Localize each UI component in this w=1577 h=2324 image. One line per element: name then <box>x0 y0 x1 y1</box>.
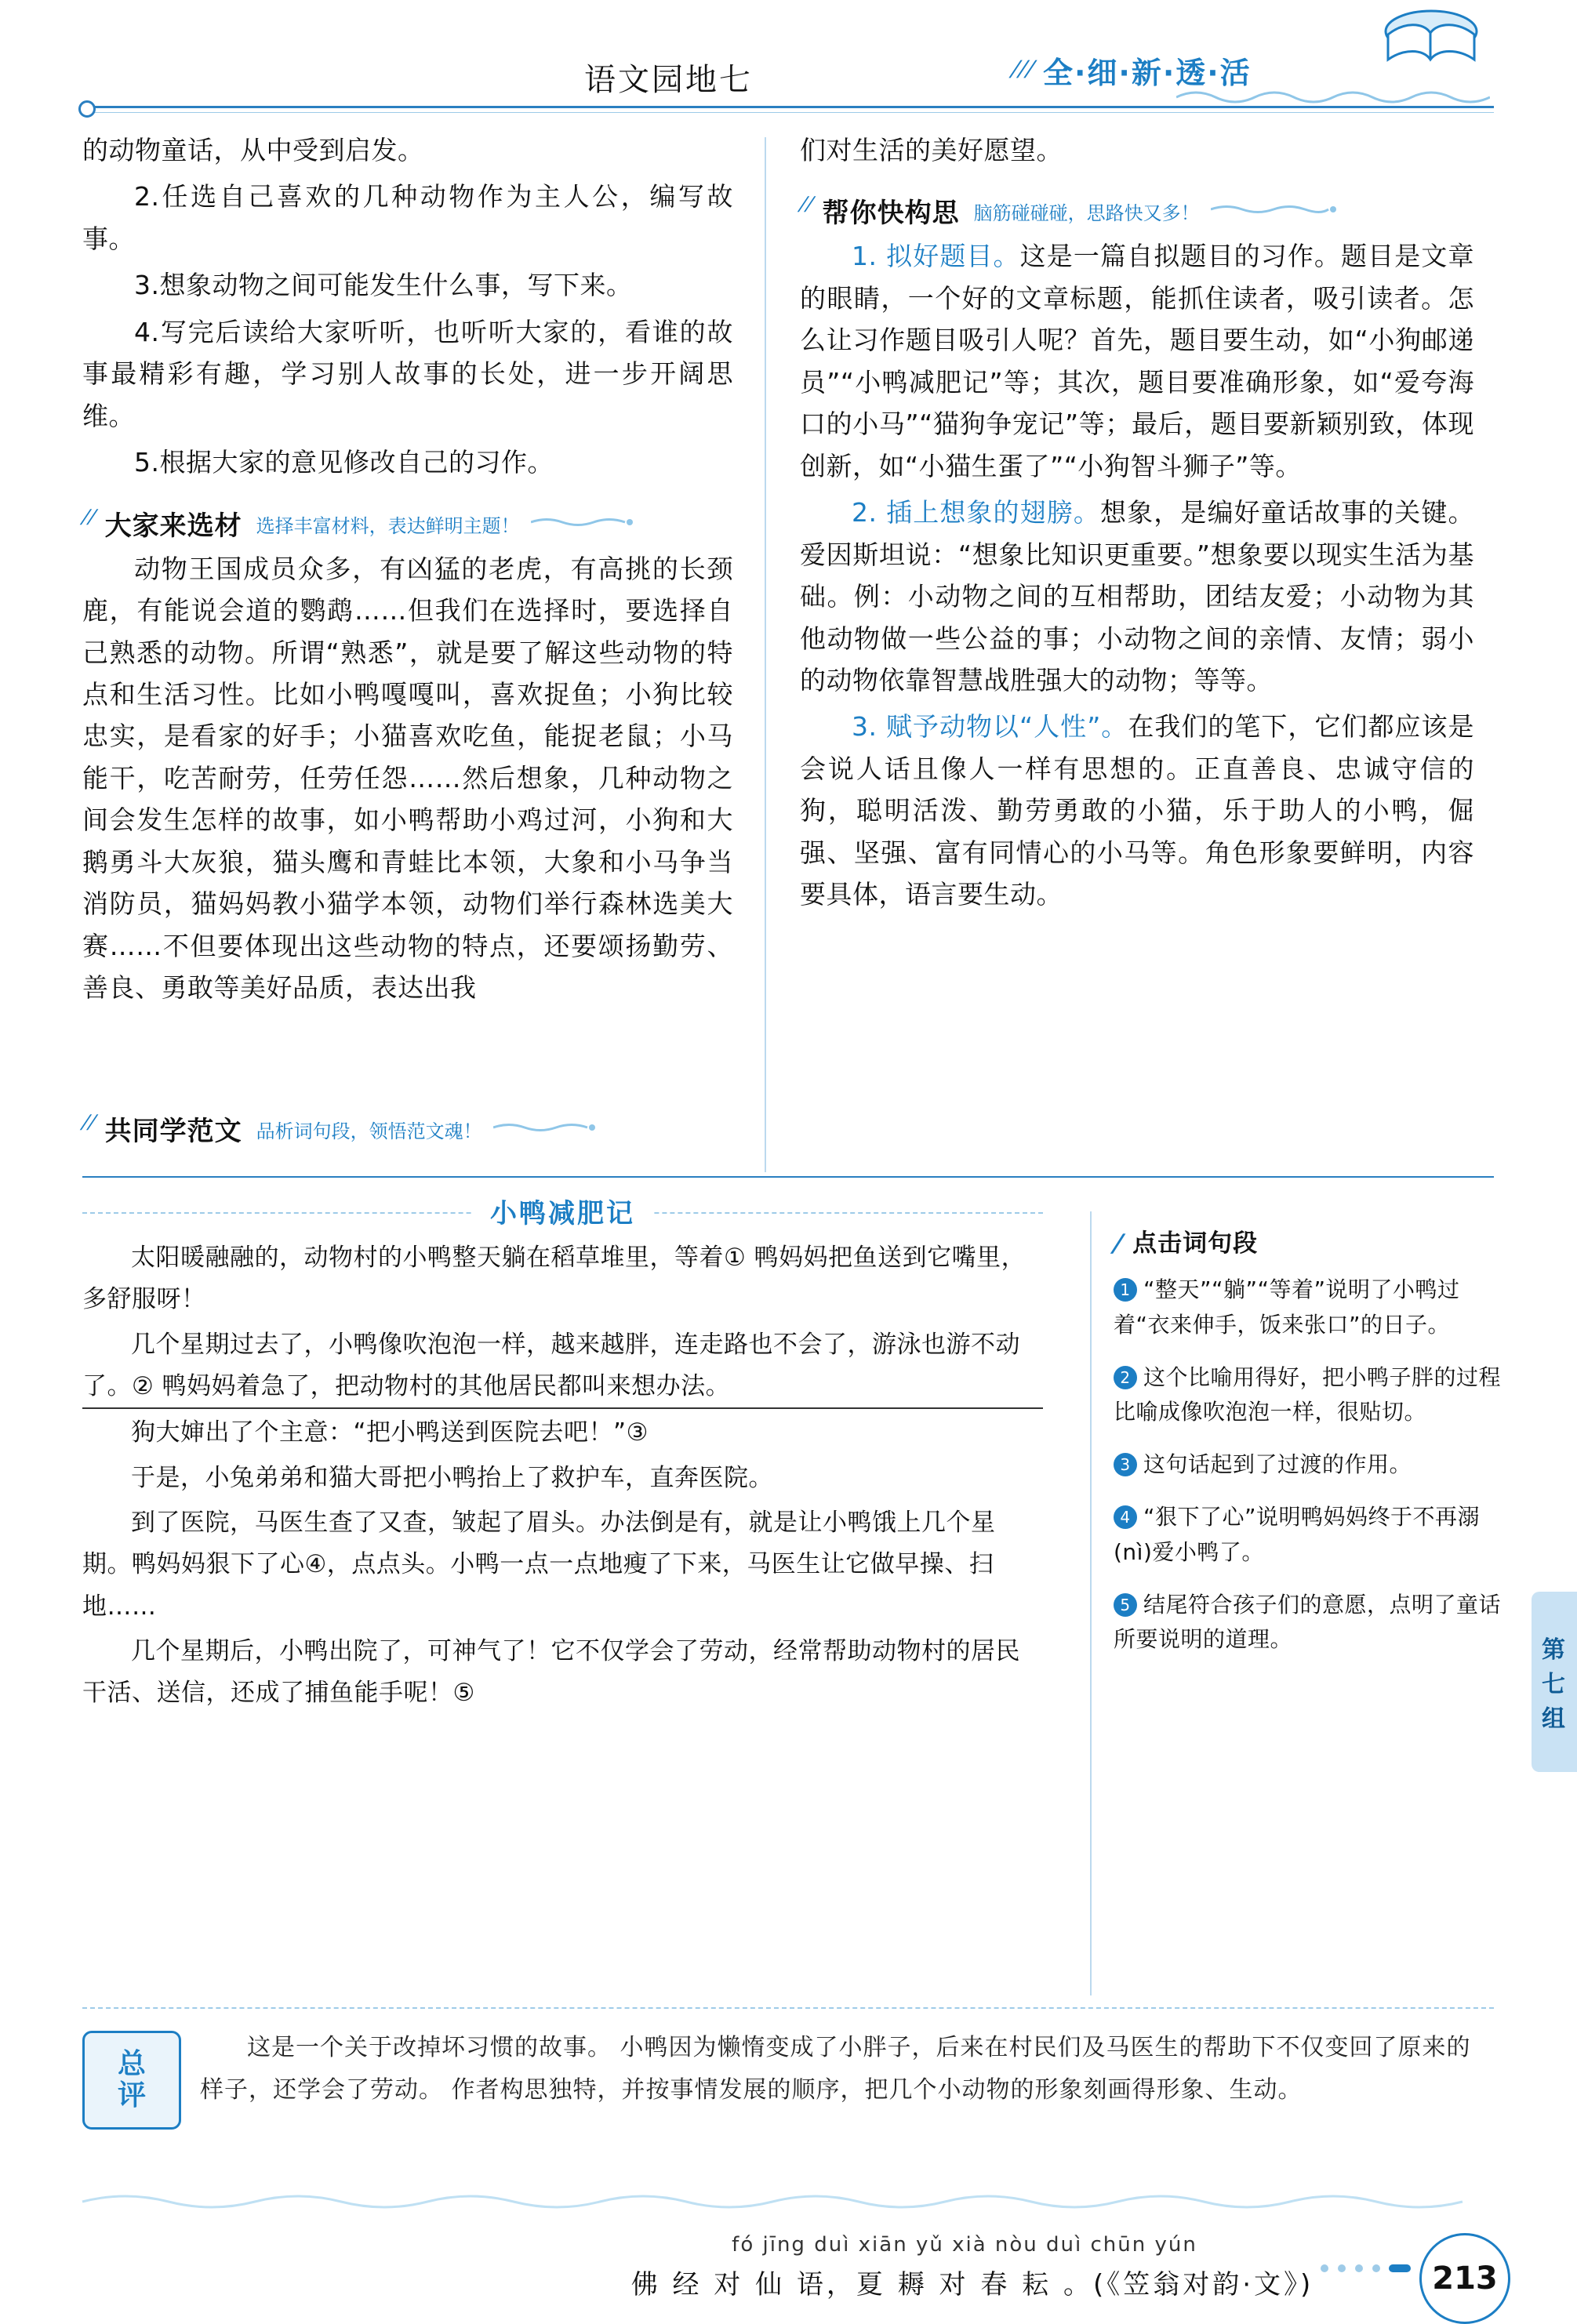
idea-lead: 3. 赋予动物以“人性”。 <box>852 711 1128 743</box>
section-title: 共同学范文 <box>104 1116 242 1147</box>
paragraph: 们对生活的美好愿望。 <box>800 135 1063 165</box>
side-tab-line3: 组 <box>1542 1705 1567 1733</box>
footer-wave-decoration <box>0 2188 1577 2211</box>
footer-couplet: 佛 经 对 仙 语，夏 耨 对 春 耘 。(《笠翁对韵·文》) <box>630 2269 1314 2300</box>
annotation-item <box>1114 1447 1506 1483</box>
annotation-text: 结尾符合孩子们的意愿，点明了童话所要说明的道理。 <box>1114 1591 1502 1653</box>
essay-paragraph: 太阳暖融融的，动物村的小鸭整天躺在稻草堆里，等着① 鸭妈妈把鱼送到它嘴里，多舒服呀！ <box>82 1244 1027 1314</box>
idea-item <box>800 235 1474 487</box>
essay-paragraph: 几个星期后，小鸭出院了，可神气了！它不仅学会了劳动，经常帮助动物村的居民干活、送信，还成了捕鱼能手呢！⑤ <box>82 1636 1020 1708</box>
essay-paragraph: 于是，小兔弟弟和猫大哥把小鸭抬上了救护车，直奔医院。 <box>131 1463 773 1492</box>
section-header-model-essay <box>78 1109 788 1148</box>
section-header-conception <box>795 191 1474 230</box>
annotation-number: 2 <box>1114 1366 1137 1389</box>
essay-paragraph: 几个星期过去了，小鸭像吹泡泡一样，越来越胖，连走路也不会了，游泳也游不动了。② 鸭妈妈着急了，把动物村的其他居民都叫来想办法。 <box>82 1324 1043 1410</box>
annotation-number: 1 <box>1114 1278 1137 1302</box>
side-tab-group[interactable] <box>1532 1592 1577 1772</box>
section-subtitle: 品析词句段，领悟范文魂！ <box>256 1120 482 1142</box>
summary-badge-line2: 评 <box>117 2079 146 2112</box>
annotation-item <box>1114 1360 1506 1431</box>
header-slogan: 全·细·新·透·活 <box>1043 56 1252 90</box>
idea-text: 这是一篇自拟题目的习作。题目是文章的眼睛，一个好的文章标题，能抓住读者，吸引读者。怎么让习作题目吸引人呢？首先，题目要生动，如“小狗邮递员”“小鸭减肥记”等；其次，题目要准确形象，如“爱夸海口的小马”“猫狗争宠记”等；最后，题目要新颖别致，体现创新，如“小猫生蛋了”“小狗智斗狮子”等。 <box>800 241 1475 481</box>
annotation-divider <box>1090 1211 1092 1995</box>
section-dots-icon <box>1211 191 1336 219</box>
column-divider <box>765 137 766 1172</box>
annotation-text: “整天”“躺”“等着”说明了小鸭过着“衣来伸手，饭来张口”的日子。 <box>1114 1276 1460 1338</box>
annotation-number: 4 <box>1114 1505 1137 1529</box>
section-dots-icon <box>493 1109 595 1137</box>
summary-badge-line1: 总 <box>117 2048 146 2081</box>
annotation-item <box>1114 1500 1506 1571</box>
annotation-panel <box>1109 1223 1506 1675</box>
header-wave-decoration <box>1176 86 1490 103</box>
left-column <box>78 129 733 1014</box>
annotation-text: “狠下了心”说明鸭妈妈终于不再溺(nì)爱小鸭了。 <box>1114 1503 1481 1565</box>
annotation-title <box>1109 1223 1506 1258</box>
footer-pinyin: fó jīng duì xiān yǔ xià nòu duì chūn yún <box>732 2233 1197 2257</box>
book-icon <box>1380 8 1482 86</box>
page-title: 语文园地七 <box>584 62 753 98</box>
side-tab-line2: 七 <box>1542 1671 1567 1698</box>
summary-rule <box>82 2007 1494 2009</box>
annotation-item <box>1114 1588 1506 1658</box>
annotation-number: 3 <box>1114 1453 1137 1476</box>
paragraph: 的动物童话，从中受到启发。 <box>82 135 424 165</box>
slogan-slashes: /// <box>1007 55 1039 84</box>
idea-lead: 2. 插上想象的翅膀。 <box>852 497 1101 528</box>
section-title: 大家来选材 <box>104 510 242 542</box>
section-header-select-material <box>78 503 733 542</box>
essay-paragraph: 到了医院，马医生查了又查，皱起了眉头。办法倒是有，就是让小鸭饿上几个星期。鸭妈妈狠下了心④，点点头。小鸭一点一点地瘦了下来，马医生让它做早操、扫地…… <box>82 1508 996 1621</box>
paragraph: 2.任选自己喜欢的几种动物作为主人公，编写故事。 <box>82 181 733 254</box>
idea-text: 在我们的笔下，它们都应该是会说人话且像人一样有思想的。正直善良、忠诚守信的狗，聪明活泼、勤劳勇敢的小猫，乐于助人的小鸭，倔强、坚强、富有同情心的小马等。角色形象要鲜明，内容要具体，语言要生动。 <box>800 711 1474 910</box>
annotation-title-text: 点击词句段 <box>1132 1229 1259 1258</box>
essay-title-row <box>82 1192 1043 1237</box>
summary-text: 这是一个关于改掉坏习惯的故事。 小鸭因为懒惰变成了小胖子，后来在村民们及马医生的帮助下不仅变回了原来的样子，还学会了劳动。 作者构思独特，并按事情发展的顺序，把几个小动物的形象刻画得形象、生动。 <box>200 2034 1471 2104</box>
model-essay <box>82 1192 1043 1717</box>
idea-lead: 1. 拟好题目。 <box>852 241 1020 272</box>
section-slash-icon: // <box>78 503 100 530</box>
side-tab-line1: 第 <box>1542 1636 1567 1664</box>
section-slash-icon: // <box>78 1109 100 1135</box>
section-dots-icon <box>531 504 633 532</box>
essay-top-rule <box>82 1176 1494 1178</box>
essay-paragraph: 狗大婶出了个主意：“把小鸭送到医院去吧！”③ <box>131 1418 649 1447</box>
idea-item <box>800 706 1474 915</box>
header-rule-thin <box>82 112 1494 113</box>
paragraph: 5.根据大家的意见修改自己的习作。 <box>134 447 554 478</box>
header-rule <box>82 106 1494 108</box>
summary-badge <box>82 2031 181 2130</box>
annotation-text: 这句话起到了过渡的作用。 <box>1143 1451 1412 1478</box>
paragraph: 4.写完后读给大家听听，也听听大家的，看谁的故事最精彩有趣，学习别人故事的长处，进一步开阔思维。 <box>82 316 733 431</box>
page-header <box>0 0 1577 118</box>
annotation-item <box>1114 1273 1506 1343</box>
paragraph: 3.想象动物之间可能发生什么事，写下来。 <box>134 270 633 301</box>
section-title: 帮你快构思 <box>822 198 960 230</box>
page-number: 213 <box>1419 2233 1510 2324</box>
header-dot-icon <box>78 100 96 118</box>
right-column <box>795 129 1475 921</box>
annotation-number: 5 <box>1114 1593 1137 1617</box>
section-subtitle: 脑筋碰碰碰，思路快又多！ <box>973 202 1200 225</box>
essay-title: 小鸭减肥记 <box>473 1198 652 1229</box>
idea-text: 想象，是编好童话故事的关键。爱因斯坦说：“想象比知识更重要。”想象要以现实生活为基础。例：小动物之间的互相帮助，团结友爱；小动物为其他动物做一些公益的事；小动物之间的亲情、友情；弱小的动物依靠智慧战胜强大的动物；等等。 <box>800 497 1475 695</box>
annotation-slash-icon: / <box>1109 1229 1128 1258</box>
idea-item <box>800 492 1474 701</box>
footer-dots-icon <box>1318 2261 1412 2279</box>
paragraph: 动物王国成员众多，有凶猛的老虎，有高挑的长颈鹿，有能说会道的鹦鹉……但我们在选择时，要选择自己熟悉的动物。所谓“熟悉”，就是要了解这些动物的特点和生活习性。比如小鸭嘎嘎叫，喜欢捉鱼；小狗比较忠实，是看家的好手；小猫喜欢吃鱼，能捉老鼠；小马能干，吃苦耐劳，任劳任怨……然后想象，几种动物之间会发生怎样的故事，如小鸭帮助小鸡过河，小狗和大鹅勇斗大灰狼，猫头鹰和青蛙比本领，大象和小马争当消防员，猫妈妈教小猫学本领，动物们举行森林选美大赛……不但要体现出这些动物的特点，还要颂扬勤劳、善良、勇敢等美好品质，表达出我 <box>82 553 733 1004</box>
section-subtitle: 选择丰富材料，表达鲜明主题！ <box>256 514 520 537</box>
annotation-text: 这个比喻用得好，把小鸭子胖的过程比喻成像吹泡泡一样，很贴切。 <box>1114 1364 1502 1425</box>
section-slash-icon: // <box>795 191 818 218</box>
